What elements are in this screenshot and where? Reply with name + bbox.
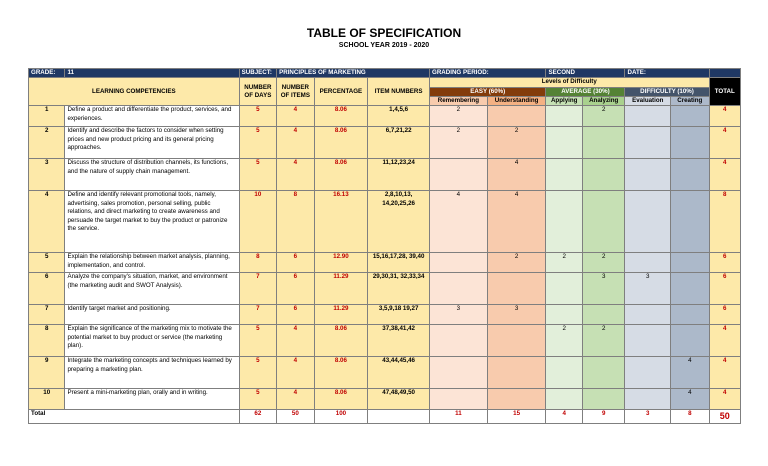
total-cell: 4 xyxy=(709,127,740,159)
applying-cell xyxy=(546,305,582,325)
understanding-header: Understanding xyxy=(487,97,546,106)
items-cell: 6 xyxy=(277,273,314,305)
competency-text: Explain the relationship between market analysis, planning, implementation, and control. xyxy=(65,253,239,273)
table-row xyxy=(29,389,741,410)
remembering-cell xyxy=(430,389,488,410)
analyzing-cell: 2 xyxy=(582,325,625,357)
remembering-cell: 3 xyxy=(430,305,488,325)
analyzing-cell xyxy=(582,127,625,159)
percentage-cell: 8.06 xyxy=(314,325,368,357)
percentage-cell: 8.06 xyxy=(314,127,368,159)
school-year: SCHOOL YEAR 2019 - 2020 xyxy=(338,42,430,49)
days-cell: 7 xyxy=(239,305,276,325)
understanding-cell: 2 xyxy=(487,253,546,273)
totals-total: 50 xyxy=(709,410,740,423)
analyzing-cell xyxy=(582,389,625,410)
percentage-cell: 8.06 xyxy=(314,106,368,127)
easy-header: EASY (60%) xyxy=(430,87,546,96)
evaluation-cell xyxy=(625,253,671,273)
total-header: TOTAL xyxy=(709,78,740,106)
days-header: NUMBER OF DAYS xyxy=(239,78,276,106)
understanding-cell: 2 xyxy=(487,127,546,159)
row-number: 6 xyxy=(29,273,65,305)
evaluation-cell xyxy=(625,106,671,127)
creating-cell xyxy=(671,325,709,357)
competency-text: Define and identify relevant promotional tools, namely, advertising, sales promotion, personal selling, public relations, and direct marketing to create awareness and persuade the target market to buy the product or patronize the service. xyxy=(65,191,239,253)
totals-analyzing: 9 xyxy=(582,410,625,423)
creating-cell xyxy=(671,305,709,325)
analyzing-cell xyxy=(582,159,625,191)
item-numbers-cell: 1,4,5,6 xyxy=(368,106,430,127)
total-cell: 4 xyxy=(709,106,740,127)
grade-value: 11 xyxy=(65,69,239,78)
header-row-1 xyxy=(29,78,741,87)
competency-text: Discuss the structure of distribution channels, its functions, and the nature of supply chain management. xyxy=(65,159,239,191)
page-title: TABLE OF SPECIFICATION xyxy=(306,26,462,40)
evaluation-cell xyxy=(625,127,671,159)
percentage-cell: 12.90 xyxy=(314,253,368,273)
row-number: 2 xyxy=(29,127,65,159)
competency-text: Explain the significance of the marketing mix to motivate the potential market to buy product or service (the marketing plan). xyxy=(65,325,239,357)
table-row xyxy=(29,191,741,253)
remembering-cell xyxy=(430,159,488,191)
creating-cell xyxy=(671,127,709,159)
competency-text: Identify and describe the factors to consider when setting prices and new product pricing and its general pricing approaches. xyxy=(65,127,239,159)
item-numbers-header: ITEM NUMBERS xyxy=(368,78,430,106)
remembering-cell: 2 xyxy=(430,127,488,159)
evaluation-cell xyxy=(625,159,671,191)
total-cell: 8 xyxy=(709,191,740,253)
understanding-cell xyxy=(487,273,546,305)
table-row xyxy=(29,325,741,357)
total-cell: 6 xyxy=(709,305,740,325)
items-cell: 6 xyxy=(277,305,314,325)
days-cell: 5 xyxy=(239,357,276,389)
applying-cell xyxy=(546,389,582,410)
evaluation-cell: 3 xyxy=(625,273,671,305)
competency-text: Present a mini-marketing plan, orally and in writing. xyxy=(65,389,239,410)
evaluation-cell xyxy=(625,389,671,410)
row-number: 9 xyxy=(29,357,65,389)
total-cell: 6 xyxy=(709,273,740,305)
understanding-cell xyxy=(487,325,546,357)
percentage-cell: 8.06 xyxy=(314,389,368,410)
remembering-cell: 4 xyxy=(430,191,488,253)
table-row xyxy=(29,273,741,305)
subject-value: PRINCIPLES OF MARKETING xyxy=(277,69,430,78)
days-cell: 8 xyxy=(239,253,276,273)
applying-cell xyxy=(546,159,582,191)
remembering-cell: 2 xyxy=(430,106,488,127)
items-cell: 4 xyxy=(277,325,314,357)
totals-applying: 4 xyxy=(546,410,582,423)
totals-row xyxy=(29,410,741,423)
days-cell: 5 xyxy=(239,325,276,357)
remembering-cell xyxy=(430,325,488,357)
item-numbers-cell: 37,38,41,42 xyxy=(368,325,430,357)
totals-percentage: 100 xyxy=(314,410,368,423)
grading-period-label: GRADING PERIOD: xyxy=(430,69,546,78)
creating-cell xyxy=(671,253,709,273)
item-numbers-cell: 43,44,45,46 xyxy=(368,357,430,389)
average-header: AVERAGE (30%) xyxy=(546,87,625,96)
creating-cell xyxy=(671,191,709,253)
remembering-header: Remembering xyxy=(430,97,488,106)
analyzing-cell: 2 xyxy=(582,253,625,273)
items-cell: 4 xyxy=(277,159,314,191)
row-number: 10 xyxy=(29,389,65,410)
creating-cell: 4 xyxy=(671,357,709,389)
items-cell: 4 xyxy=(277,127,314,159)
remembering-cell xyxy=(430,273,488,305)
subject-label: SUBJECT: xyxy=(239,69,276,78)
totals-evaluation: 3 xyxy=(625,410,671,423)
analyzing-cell: 3 xyxy=(582,273,625,305)
items-header: NUMBER OF ITEMS xyxy=(277,78,314,106)
info-row xyxy=(29,69,741,78)
creating-cell xyxy=(671,106,709,127)
totals-creating: 8 xyxy=(671,410,709,423)
row-number: 3 xyxy=(29,159,65,191)
creating-header: Creating xyxy=(671,97,709,106)
grade-label: GRADE: xyxy=(29,69,65,78)
table-row xyxy=(29,253,741,273)
applying-cell xyxy=(546,191,582,253)
evaluation-cell xyxy=(625,191,671,253)
evaluation-cell xyxy=(625,305,671,325)
applying-cell xyxy=(546,106,582,127)
row-number: 4 xyxy=(29,191,65,253)
evaluation-cell xyxy=(625,325,671,357)
date-value xyxy=(709,69,740,78)
competency-text: Identify target market and positioning. xyxy=(65,305,239,325)
totals-remembering: 11 xyxy=(430,410,488,423)
evaluation-cell xyxy=(625,357,671,389)
competency-text: Define a product and differentiate the product, services, and experiences. xyxy=(65,106,239,127)
total-cell: 4 xyxy=(709,357,740,389)
understanding-cell xyxy=(487,389,546,410)
totals-items: 50 xyxy=(277,410,314,423)
applying-cell xyxy=(546,273,582,305)
percentage-cell: 11.29 xyxy=(314,273,368,305)
days-cell: 5 xyxy=(239,106,276,127)
applying-cell xyxy=(546,127,582,159)
items-cell: 6 xyxy=(277,253,314,273)
items-cell: 4 xyxy=(277,357,314,389)
total-cell: 6 xyxy=(709,253,740,273)
percentage-cell: 8.06 xyxy=(314,159,368,191)
competencies-header: LEARNING COMPETENCIES xyxy=(29,78,240,106)
competency-text: Analyze the company's situation, market, and environment (the marketing audit and SWOT Analysis). xyxy=(65,273,239,305)
date-label: DATE: xyxy=(625,69,709,78)
row-number: 1 xyxy=(29,106,65,127)
understanding-cell: 3 xyxy=(487,305,546,325)
analyzing-cell xyxy=(582,191,625,253)
creating-cell xyxy=(671,273,709,305)
applying-cell: 2 xyxy=(546,253,582,273)
row-number: 7 xyxy=(29,305,65,325)
table-row xyxy=(29,127,741,159)
evaluation-header: Evaluation xyxy=(625,97,671,106)
specification-table xyxy=(28,68,741,424)
understanding-cell xyxy=(487,106,546,127)
grading-period-value: SECOND xyxy=(546,69,625,78)
row-number: 8 xyxy=(29,325,65,357)
totals-days: 62 xyxy=(239,410,276,423)
applying-cell xyxy=(546,357,582,389)
percentage-cell: 16.13 xyxy=(314,191,368,253)
totals-label: Total xyxy=(29,410,240,423)
days-cell: 5 xyxy=(239,389,276,410)
total-cell: 4 xyxy=(709,159,740,191)
table-row xyxy=(29,357,741,389)
percentage-header: PERCENTAGE xyxy=(314,78,368,106)
levels-header: Levels of Difficulty xyxy=(430,78,710,87)
items-cell: 4 xyxy=(277,389,314,410)
total-cell: 4 xyxy=(709,389,740,410)
understanding-cell: 4 xyxy=(487,159,546,191)
creating-cell: 4 xyxy=(671,389,709,410)
remembering-cell xyxy=(430,253,488,273)
table-row xyxy=(29,159,741,191)
analyzing-cell xyxy=(582,305,625,325)
difficulty-header: DIFFICULTY (10%) xyxy=(625,87,709,96)
days-cell: 10 xyxy=(239,191,276,253)
percentage-cell: 11.29 xyxy=(314,305,368,325)
item-numbers-cell: 11,12,23,24 xyxy=(368,159,430,191)
days-cell: 5 xyxy=(239,159,276,191)
total-cell: 4 xyxy=(709,325,740,357)
applying-cell: 2 xyxy=(546,325,582,357)
days-cell: 7 xyxy=(239,273,276,305)
analyzing-header: Analyzing xyxy=(582,97,625,106)
item-numbers-cell: 29,30,31, 32,33,34 xyxy=(368,273,430,305)
table-row xyxy=(29,305,741,325)
competency-text: Integrate the marketing concepts and techniques learned by preparing a marketing plan. xyxy=(65,357,239,389)
remembering-cell xyxy=(430,357,488,389)
table-row xyxy=(29,106,741,127)
row-number: 5 xyxy=(29,253,65,273)
creating-cell xyxy=(671,159,709,191)
analyzing-cell: 2 xyxy=(582,106,625,127)
items-cell: 4 xyxy=(277,106,314,127)
items-cell: 8 xyxy=(277,191,314,253)
item-numbers-cell: 15,16,17,28, 39,40 xyxy=(368,253,430,273)
percentage-cell: 8.06 xyxy=(314,357,368,389)
item-numbers-cell: 6,7,21,22 xyxy=(368,127,430,159)
days-cell: 5 xyxy=(239,127,276,159)
item-numbers-cell: 2,8,10,13, 14,20,25,26 xyxy=(368,191,430,253)
item-numbers-cell: 3,5,9,18 19,27 xyxy=(368,305,430,325)
totals-item-numbers xyxy=(368,410,430,423)
item-numbers-cell: 47,48,49,50 xyxy=(368,389,430,410)
understanding-cell xyxy=(487,357,546,389)
understanding-cell: 4 xyxy=(487,191,546,253)
applying-header: Applying xyxy=(546,97,582,106)
totals-understanding: 15 xyxy=(487,410,546,423)
analyzing-cell xyxy=(582,357,625,389)
